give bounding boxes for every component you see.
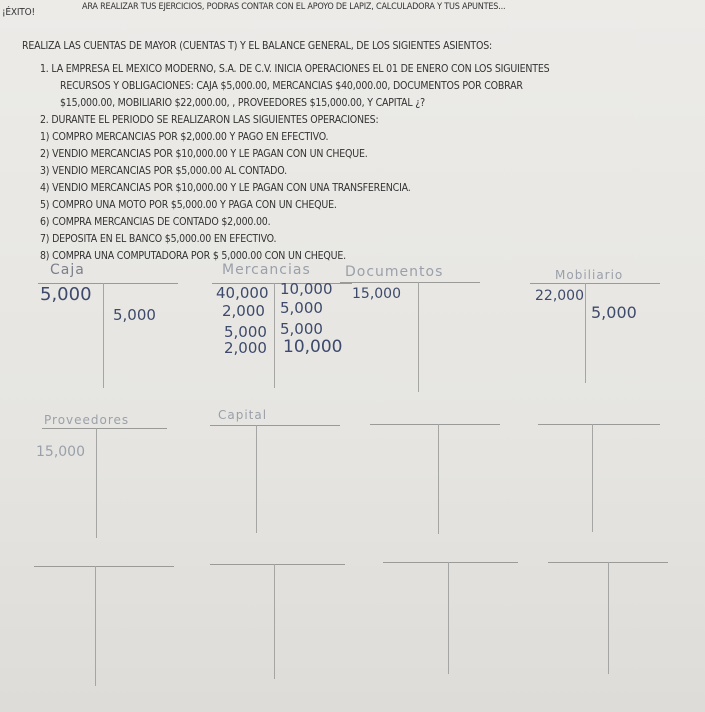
mercancias-credit-1: 10,000: [280, 280, 333, 298]
documentos-title: Documentos: [345, 264, 444, 280]
operation-1: 1) COMPRO MERCANCIAS POR $2,000.00 Y PAGO EN EFECTIVO.: [40, 131, 329, 143]
caja-title: Caja: [50, 262, 85, 278]
t-account-extra-2-top: [538, 424, 660, 425]
operation-8: 8) COMPRA UNA COMPUTADORA POR $ 5,000.00 CON UN CHEQUE.: [40, 250, 346, 262]
instructions: REALIZA LAS CUENTAS DE MAYOR (CUENTAS T) Y EL BALANCE GENERAL, DE LOS SIGIENTES ASIENTOS:: [22, 40, 492, 52]
item-1-cont-b: $15,000.00, MOBILIARIO $22,000.00, , PROVEEDORES $15,000.00, Y CAPITAL ¿?: [60, 97, 425, 109]
mercancias-debit-4: 2,000: [224, 339, 267, 357]
operation-6: 6) COMPRA MERCANCIAS DE CONTADO $2,000.00.: [40, 216, 271, 228]
t-account-documentos-top: [340, 282, 480, 283]
t-account-extra-4-top: [210, 564, 345, 565]
t-account-extra-6-divider: [608, 562, 609, 674]
t-account-extra-1-top: [370, 424, 500, 425]
mercancias-debit-2: 2,000: [222, 302, 265, 320]
t-account-extra-5-top: [383, 562, 518, 563]
top-instructions-line: ARA REALIZAR TUS EJERCICIOS, PODRAS CONTAR CON EL APOYO DE LAPIZ, CALCULADORA Y TUS APUNTES...: [82, 2, 506, 12]
t-account-capital-divider: [256, 425, 257, 533]
t-account-caja-divider: [103, 283, 104, 388]
proveedores-title: Proveedores: [44, 413, 130, 427]
item-1-cont-a: RECURSOS Y OBLIGACIONES: CAJA $5,000.00, MERCANCIAS $40,000.00, DOCUMENTOS POR COBRAR: [60, 80, 523, 92]
mercancias-credit-4: 10,000: [283, 337, 343, 357]
t-account-mobiliario-top: [530, 283, 660, 284]
item-2: 2. DURANTE EL PERIODO SE REALIZARON LAS SIGUIENTES OPERACIONES:: [40, 114, 379, 126]
mercancias-credit-3: 5,000: [280, 320, 323, 338]
caja-credit-1: 5,000: [113, 306, 156, 324]
t-account-mercancias-divider: [274, 283, 275, 388]
mobiliario-credit-1: 5,000: [591, 303, 637, 322]
capital-title: Capital: [218, 408, 268, 422]
operation-4: 4) VENDIO MERCANCIAS POR $10,000.00 Y LE PAGAN CON UNA TRANSFERENCIA.: [40, 182, 411, 194]
t-account-extra-3-divider: [95, 566, 96, 686]
operation-7: 7) DEPOSITA EN EL BANCO $5,000.00 EN EFECTIVO.: [40, 233, 277, 245]
t-account-extra-3-top: [34, 566, 174, 567]
mobiliario-debit-1: 22,000: [535, 288, 584, 304]
mercancias-debit-3: 5,000: [224, 323, 267, 341]
documentos-debit-1: 15,000: [352, 286, 401, 302]
t-account-mobiliario-divider: [585, 283, 586, 383]
operation-2: 2) VENDIO MERCANCIAS POR $10,000.00 Y LE PAGAN CON UN CHEQUE.: [40, 148, 368, 160]
operation-3: 3) VENDIO MERCANCIAS POR $5,000.00 AL CONTADO.: [40, 165, 287, 177]
t-account-proveedores-divider: [96, 428, 97, 538]
mercancias-title: Mercancias: [222, 262, 311, 278]
t-account-extra-2-divider: [592, 424, 593, 532]
t-account-extra-4-divider: [274, 564, 275, 679]
mercancias-credit-2: 5,000: [280, 299, 323, 317]
proveedores-debit-1: 15,000: [36, 444, 85, 460]
t-account-extra-5-divider: [448, 562, 449, 674]
operation-5: 5) COMPRO UNA MOTO POR $5,000.00 Y PAGA CON UN CHEQUE.: [40, 199, 337, 211]
t-account-extra-1-divider: [438, 424, 439, 534]
t-account-capital-top: [210, 425, 340, 426]
success-badge: ¡ÉXITO!: [2, 7, 35, 18]
caja-debit-1: 5,000: [40, 284, 92, 305]
t-account-documentos-divider: [418, 282, 419, 392]
item-1: 1. LA EMPRESA EL MEXICO MODERNO, S.A. DE C.V. INICIA OPERACIONES EL 01 DE ENERO CON LOS SIGUIENTES: [40, 63, 550, 75]
mercancias-debit-1: 40,000: [216, 284, 269, 302]
mobiliario-title: Mobiliario: [555, 268, 624, 282]
t-account-proveedores-top: [42, 428, 167, 429]
